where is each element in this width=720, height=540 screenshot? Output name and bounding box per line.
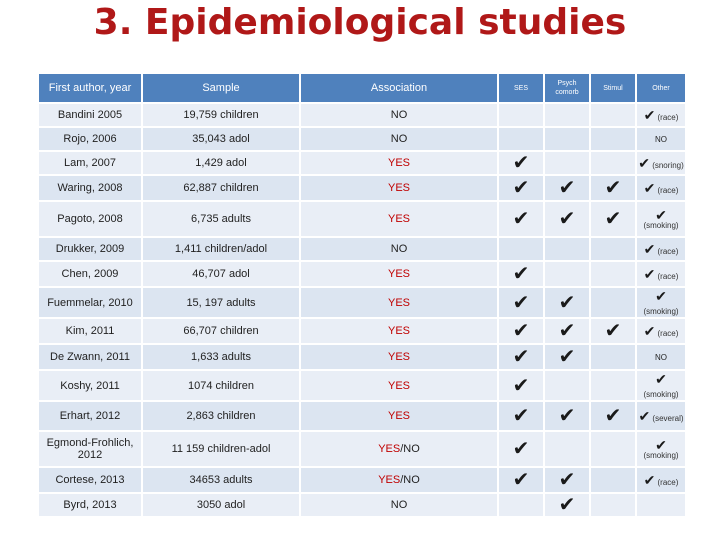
table-row <box>39 288 685 317</box>
cell-sample: 3050 adol <box>143 494 299 516</box>
cell-stimul <box>591 402 635 430</box>
table-row <box>39 262 685 286</box>
cell-psych <box>545 238 589 260</box>
cell-ses <box>499 104 543 126</box>
cell-sample: 34653 adults <box>143 468 299 492</box>
cell-stimul <box>591 238 635 260</box>
cell-sample: 1,411 children/adol <box>143 238 299 260</box>
table-row <box>39 202 685 236</box>
cell-ses <box>499 288 543 317</box>
other-note: (race) <box>655 185 679 195</box>
cell-ses <box>499 202 543 236</box>
cell-author: Egmond-Frohlich, 2012 <box>39 432 141 466</box>
check-icon: ✔ <box>512 263 530 285</box>
cell-author: De Zwann, 2011 <box>39 345 141 369</box>
other-note: (smoking) <box>643 390 679 399</box>
cell-other: NO <box>637 128 685 150</box>
cell-author: Bandini 2005 <box>39 104 141 126</box>
cell-association: NO <box>301 128 497 150</box>
cell-author: Waring, 2008 <box>39 176 141 200</box>
table-row <box>39 494 685 516</box>
cell-association: YES <box>301 319 497 343</box>
cell-other <box>637 468 685 492</box>
check-icon: ✔ <box>643 179 656 196</box>
check-icon: ✔ <box>638 407 651 424</box>
cell-author: Cortese, 2013 <box>39 468 141 492</box>
other-note: (race) <box>655 112 679 122</box>
cell-stimul <box>591 468 635 492</box>
cell-stimul <box>591 202 635 236</box>
table-row <box>39 468 685 492</box>
cell-sample: 6,735 adults <box>143 202 299 236</box>
cell-sample: 1,633 adults <box>143 345 299 369</box>
check-icon: ✔ <box>558 469 576 491</box>
table-row <box>39 371 685 400</box>
cell-stimul <box>591 128 635 150</box>
cell-association: YES <box>301 371 497 400</box>
table-row <box>39 238 685 260</box>
check-icon: ✔ <box>655 371 667 387</box>
cell-author: Chen, 2009 <box>39 262 141 286</box>
cell-author: Byrd, 2013 <box>39 494 141 516</box>
check-icon: ✔ <box>512 152 530 174</box>
other-note: (race) <box>655 271 679 281</box>
check-icon: ✔ <box>604 405 622 427</box>
cell-association: YES <box>301 152 497 174</box>
cell-psych <box>545 402 589 430</box>
cell-other <box>637 432 685 466</box>
table-row <box>39 152 685 174</box>
check-icon: ✔ <box>512 208 530 230</box>
check-icon: ✔ <box>512 320 530 342</box>
check-icon: ✔ <box>604 208 622 230</box>
check-icon: ✔ <box>655 207 667 223</box>
check-icon: ✔ <box>512 469 530 491</box>
check-icon: ✔ <box>558 320 576 342</box>
cell-association: NO <box>301 238 497 260</box>
studies-table <box>37 72 687 518</box>
cell-stimul <box>591 288 635 317</box>
cell-association: YES <box>301 345 497 369</box>
cell-association: YES <box>301 176 497 200</box>
check-icon: ✔ <box>558 494 576 516</box>
cell-other <box>637 288 685 317</box>
table-row <box>39 345 685 369</box>
cell-author: Rojo, 2006 <box>39 128 141 150</box>
cell-association: YES <box>301 288 497 317</box>
table-row <box>39 176 685 200</box>
cell-psych <box>545 104 589 126</box>
cell-sample: 1,429 adol <box>143 152 299 174</box>
cell-stimul <box>591 345 635 369</box>
table-row <box>39 104 685 126</box>
cell-association: YES/NO <box>301 468 497 492</box>
cell-ses <box>499 468 543 492</box>
cell-sample: 19,759 children <box>143 104 299 126</box>
cell-author: Koshy, 2011 <box>39 371 141 400</box>
check-icon: ✔ <box>638 154 650 171</box>
cell-stimul <box>591 432 635 466</box>
other-note: (snoring) <box>649 160 684 170</box>
table-row <box>39 432 685 466</box>
header-psych: Psych comorb <box>545 74 589 102</box>
cell-sample: 62,887 children <box>143 176 299 200</box>
check-icon: ✔ <box>643 240 656 257</box>
cell-sample: 15, 197 adults <box>143 288 299 317</box>
cell-association: YES/NO <box>301 432 497 466</box>
check-icon: ✔ <box>643 471 656 488</box>
cell-psych <box>545 152 589 174</box>
check-icon: ✔ <box>558 177 576 199</box>
check-icon: ✔ <box>512 438 530 460</box>
other-note: (several) <box>650 413 684 423</box>
cell-psych <box>545 319 589 343</box>
check-icon: ✔ <box>655 437 667 453</box>
check-icon: ✔ <box>512 177 530 199</box>
check-icon: ✔ <box>643 322 656 339</box>
cell-ses <box>499 128 543 150</box>
cell-stimul <box>591 152 635 174</box>
cell-association: YES <box>301 402 497 430</box>
check-icon: ✔ <box>604 177 622 199</box>
cell-other <box>637 202 685 236</box>
cell-psych <box>545 345 589 369</box>
cell-sample: 35,043 adol <box>143 128 299 150</box>
other-note: (smoking) <box>643 307 679 316</box>
cell-association: YES <box>301 262 497 286</box>
cell-psych <box>545 468 589 492</box>
cell-psych <box>545 202 589 236</box>
other-note: (smoking) <box>643 451 679 460</box>
cell-ses <box>499 402 543 430</box>
check-icon: ✔ <box>512 374 530 397</box>
cell-ses <box>499 345 543 369</box>
cell-author: Fuemmelar, 2010 <box>39 288 141 317</box>
cell-other <box>637 104 685 126</box>
cell-ses <box>499 262 543 286</box>
cell-author: Erhart, 2012 <box>39 402 141 430</box>
cell-other <box>637 152 685 174</box>
cell-ses <box>499 494 543 516</box>
cell-stimul <box>591 262 635 286</box>
check-icon: ✔ <box>655 288 667 304</box>
cell-ses <box>499 371 543 400</box>
other-note: (race) <box>655 328 679 338</box>
check-icon: ✔ <box>558 346 576 368</box>
cell-other <box>637 402 685 430</box>
other-note: (race) <box>655 246 679 256</box>
cell-author: Pagoto, 2008 <box>39 202 141 236</box>
cell-other: NO <box>637 345 685 369</box>
cell-sample: 11 159 children-adol <box>143 432 299 466</box>
cell-psych <box>545 432 589 466</box>
header-row <box>39 74 685 102</box>
cell-psych <box>545 176 589 200</box>
cell-association: NO <box>301 104 497 126</box>
cell-stimul <box>591 371 635 400</box>
page-title: 3. Epidemiological studies <box>93 2 627 43</box>
cell-ses <box>499 432 543 466</box>
other-note: (smoking) <box>643 221 679 230</box>
cell-author: Kim, 2011 <box>39 319 141 343</box>
cell-other <box>637 319 685 343</box>
header-association: Association <box>301 74 497 102</box>
header-sample: Sample <box>143 74 299 102</box>
cell-author: Lam, 2007 <box>39 152 141 174</box>
cell-stimul <box>591 176 635 200</box>
check-icon: ✔ <box>604 320 622 342</box>
header-stimul: Stimul <box>591 74 635 102</box>
check-icon: ✔ <box>512 346 530 368</box>
check-icon: ✔ <box>512 405 530 427</box>
cell-psych <box>545 371 589 400</box>
header-ses: SES <box>499 74 543 102</box>
cell-psych <box>545 262 589 286</box>
cell-psych <box>545 494 589 516</box>
table-row <box>39 128 685 150</box>
header-author: First author, year <box>39 74 141 102</box>
cell-association: NO <box>301 494 497 516</box>
check-icon: ✔ <box>643 106 656 123</box>
cell-stimul <box>591 494 635 516</box>
cell-sample: 1074 children <box>143 371 299 400</box>
cell-other <box>637 494 685 516</box>
check-icon: ✔ <box>558 405 576 427</box>
cell-ses <box>499 319 543 343</box>
cell-author: Drukker, 2009 <box>39 238 141 260</box>
cell-stimul <box>591 104 635 126</box>
cell-other <box>637 176 685 200</box>
cell-psych <box>545 128 589 150</box>
table-row <box>39 319 685 343</box>
cell-sample: 46,707 adol <box>143 262 299 286</box>
cell-sample: 2,863 children <box>143 402 299 430</box>
cell-other <box>637 371 685 400</box>
header-other: Other <box>637 74 685 102</box>
table-row <box>39 402 685 430</box>
check-icon: ✔ <box>558 291 576 314</box>
other-note: (race) <box>655 477 679 487</box>
cell-ses <box>499 176 543 200</box>
cell-association: YES <box>301 202 497 236</box>
cell-ses <box>499 152 543 174</box>
cell-sample: 66,707 children <box>143 319 299 343</box>
check-icon: ✔ <box>558 208 576 230</box>
cell-other <box>637 262 685 286</box>
cell-stimul <box>591 319 635 343</box>
cell-other <box>637 238 685 260</box>
cell-ses <box>499 238 543 260</box>
check-icon: ✔ <box>643 265 656 282</box>
cell-psych <box>545 288 589 317</box>
check-icon: ✔ <box>512 291 530 314</box>
